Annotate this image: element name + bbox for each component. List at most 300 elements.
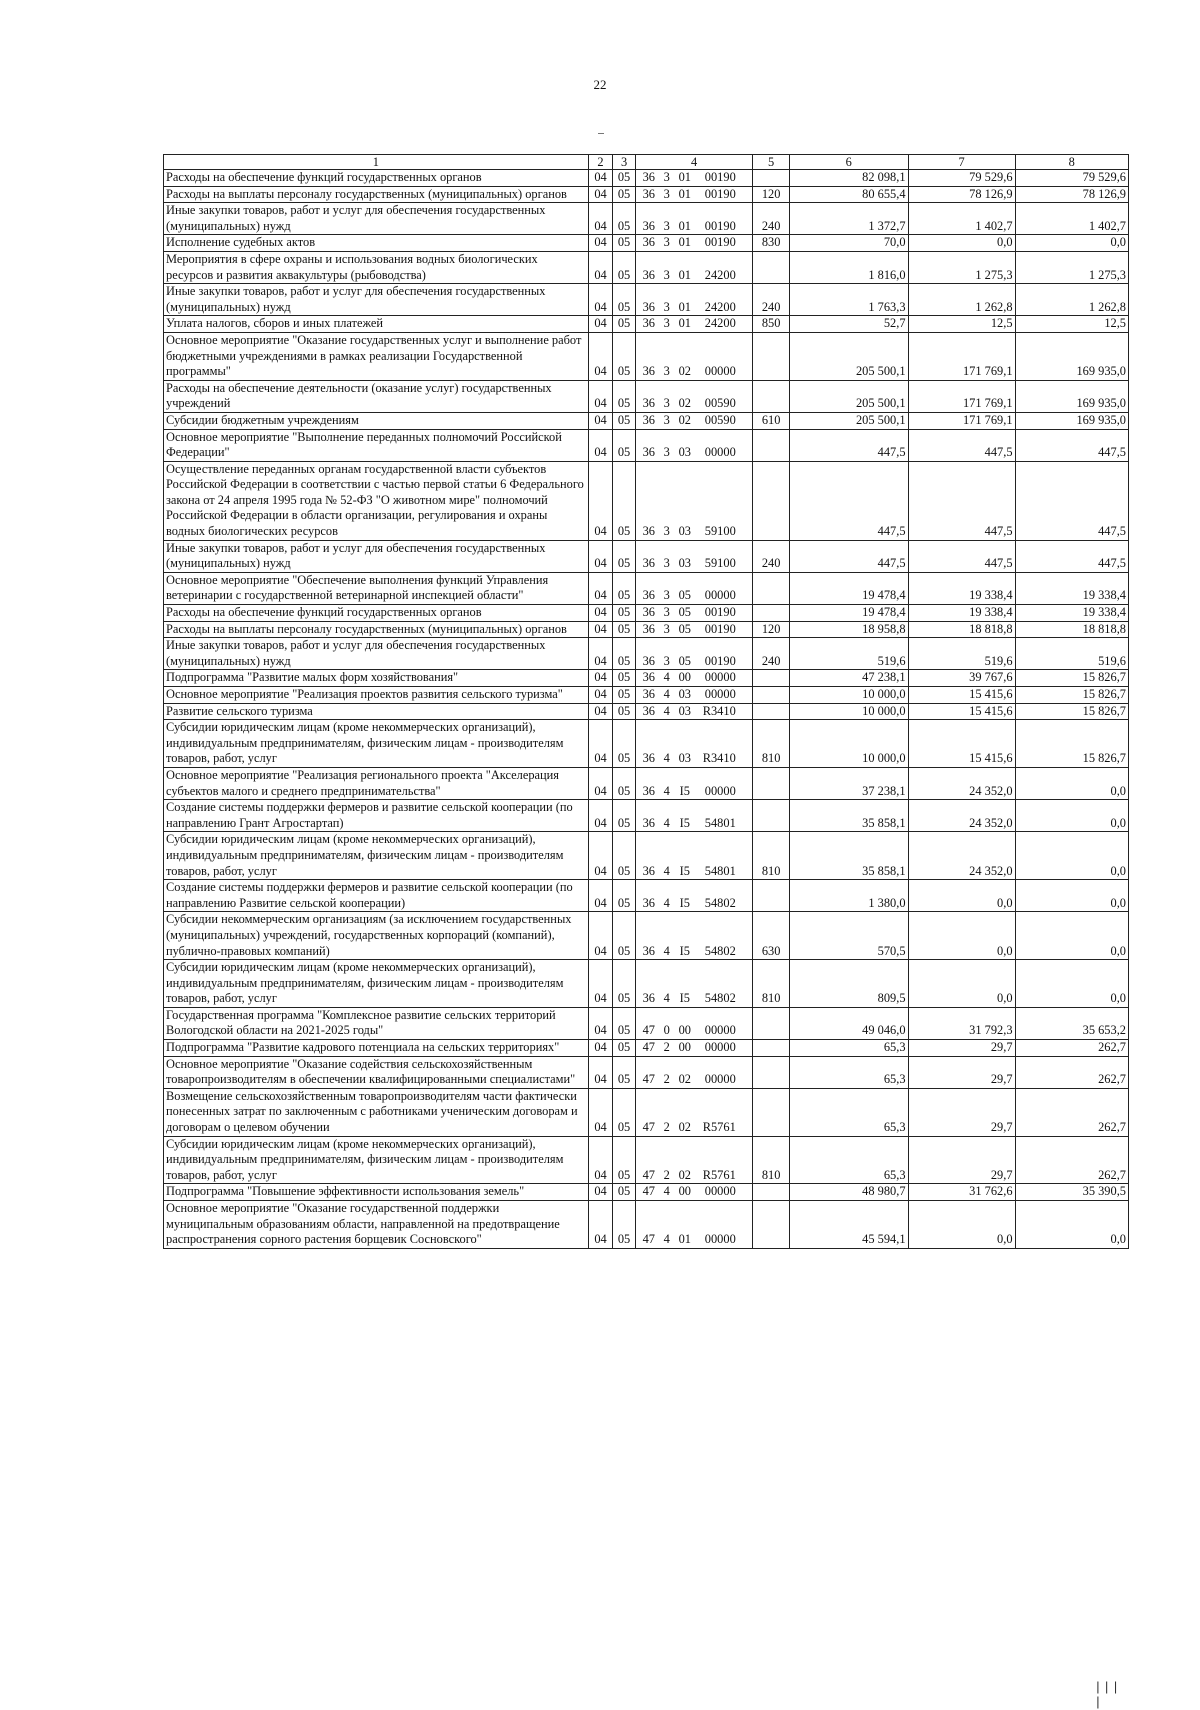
- amount-col-8: 15 826,7: [1015, 670, 1128, 687]
- row-name: Основное мероприятие "Оказание государственных услуг и выполнение работ бюджетными учреждениями в рамках реализации Государственной программы": [164, 332, 589, 380]
- event-code: I5: [679, 863, 690, 878]
- row-name: Основное мероприятие "Оказание государственной поддержки муниципальным образованиям области, направленной на предотвращение распространения сорного растения борщевик Сосновского": [164, 1201, 589, 1249]
- expense-type-code: [753, 767, 789, 799]
- table-row: [164, 687, 1129, 704]
- amount-col-6: 1 380,0: [789, 880, 908, 912]
- event-code: 01: [678, 235, 691, 250]
- target-article-code: [635, 203, 753, 235]
- program-code: 36: [642, 235, 655, 250]
- table-row: [164, 1201, 1129, 1249]
- amount-col-7: 0,0: [908, 235, 1015, 252]
- amount-col-7: 0,0: [908, 1201, 1015, 1249]
- direction-code: 00000: [704, 1232, 736, 1247]
- amount-col-6: 65,3: [789, 1088, 908, 1136]
- program-code: 36: [642, 267, 655, 282]
- amount-col-8: 1 275,3: [1015, 251, 1128, 283]
- subprogram-code: 2: [663, 1120, 670, 1135]
- amount-col-7: 0,0: [908, 960, 1015, 1008]
- subsection-code: 05: [613, 429, 635, 461]
- target-article-code: [635, 912, 753, 960]
- amount-col-6: 447,5: [789, 540, 908, 572]
- program-code: 36: [642, 703, 655, 718]
- amount-col-8: 0,0: [1015, 880, 1128, 912]
- amount-col-8: 169 935,0: [1015, 380, 1128, 412]
- subprogram-code: 4: [663, 783, 670, 798]
- row-name: Субсидии бюджетным учреждениям: [164, 412, 589, 429]
- amount-col-7: 447,5: [908, 461, 1015, 540]
- expense-type-code: [753, 429, 789, 461]
- page-number: 22: [593, 77, 607, 92]
- row-name: Субсидии юридическим лицам (кроме некоммерческих организаций), индивидуальным предпринимателям, физическим лицам - производителям товаров, работ, услуг: [164, 720, 589, 768]
- section-code: 04: [588, 1136, 613, 1184]
- row-name: Основное мероприятие "Обеспечение выполнения функций Управления ветеринарии с государственной ветеринарной инспекцией области": [164, 572, 589, 604]
- section-code: 04: [588, 540, 613, 572]
- subsection-code: 05: [613, 767, 635, 799]
- expense-type-code: [753, 380, 789, 412]
- program-code: 36: [642, 991, 655, 1006]
- direction-code: 00000: [704, 445, 736, 460]
- amount-col-8: 262,7: [1015, 1136, 1128, 1184]
- event-code: 00: [678, 1040, 691, 1055]
- target-article-code: [635, 316, 753, 333]
- table-row: [164, 186, 1129, 203]
- section-code: 04: [588, 1184, 613, 1201]
- table-row: [164, 316, 1129, 333]
- table-row: [164, 638, 1129, 670]
- subsection-code: 05: [613, 540, 635, 572]
- row-name: Развитие сельского туризма: [164, 703, 589, 720]
- subsection-code: 05: [613, 412, 635, 429]
- amount-col-8: 0,0: [1015, 800, 1128, 832]
- expense-type-code: [753, 605, 789, 622]
- section-code: 04: [588, 1040, 613, 1057]
- section-code: 04: [588, 687, 613, 704]
- subsection-code: 05: [613, 621, 635, 638]
- program-code: 36: [642, 670, 655, 685]
- program-code: 47: [642, 1120, 655, 1135]
- event-code: I5: [679, 991, 690, 1006]
- section-code: 04: [588, 1088, 613, 1136]
- direction-code: 54802: [704, 943, 736, 958]
- amount-col-8: 78 126,9: [1015, 186, 1128, 203]
- target-article-code: [635, 767, 753, 799]
- table-row: [164, 332, 1129, 380]
- event-code: 02: [678, 1120, 691, 1135]
- section-code: 04: [588, 621, 613, 638]
- event-code: 01: [678, 299, 691, 314]
- event-code: 02: [678, 1167, 691, 1182]
- target-article-code: [635, 1007, 753, 1039]
- amount-col-7: 519,6: [908, 638, 1015, 670]
- row-name: Расходы на обеспечение функций государственных органов: [164, 605, 589, 622]
- event-code: 01: [678, 170, 691, 184]
- row-name: Иные закупки товаров, работ и услуг для обеспечения государственных (муниципальных) нужд: [164, 284, 589, 316]
- table-row: [164, 380, 1129, 412]
- table-row: [164, 540, 1129, 572]
- expense-type-code: [753, 670, 789, 687]
- target-article-code: [635, 461, 753, 540]
- amount-col-6: 19 478,4: [789, 572, 908, 604]
- event-code: 00: [678, 1023, 691, 1038]
- program-code: 47: [642, 1167, 655, 1182]
- event-code: 03: [678, 556, 691, 571]
- row-name: Расходы на выплаты персоналу государственных (муниципальных) органов: [164, 621, 589, 638]
- subprogram-code: 3: [663, 396, 670, 411]
- program-code: 36: [642, 218, 655, 233]
- scan-marks: ||| |: [1094, 1680, 1200, 1710]
- event-code: 01: [678, 267, 691, 282]
- amount-col-6: 570,5: [789, 912, 908, 960]
- event-code: I5: [679, 783, 690, 798]
- table-row: [164, 412, 1129, 429]
- event-code: 03: [678, 687, 691, 701]
- program-code: 36: [642, 316, 655, 331]
- target-article-code: [635, 284, 753, 316]
- amount-col-6: 10 000,0: [789, 703, 908, 720]
- amount-col-7: 0,0: [908, 880, 1015, 912]
- direction-code: 54802: [704, 895, 736, 910]
- subsection-code: 05: [613, 605, 635, 622]
- expense-type-code: [753, 800, 789, 832]
- expense-type-code: 850: [753, 316, 789, 333]
- amount-col-6: 70,0: [789, 235, 908, 252]
- program-code: 36: [642, 170, 655, 184]
- amount-col-6: 1 372,7: [789, 203, 908, 235]
- direction-code: R3410: [702, 751, 736, 766]
- event-code: 03: [678, 524, 691, 539]
- table-row: [164, 621, 1129, 638]
- header-col-6: 6: [789, 155, 908, 170]
- row-name: Государственная программа "Комплексное развитие сельских территорий Вологодской области на 2021-2025 годы": [164, 1007, 589, 1039]
- direction-code: R5761: [702, 1120, 736, 1135]
- row-name: Основное мероприятие "Выполнение переданных полномочий Российской Федерации": [164, 429, 589, 461]
- row-name: Субсидии юридическим лицам (кроме некоммерческих организаций), индивидуальным предпринимателям, физическим лицам - производителям товаров, работ, услуг: [164, 960, 589, 1008]
- direction-code: 00190: [704, 235, 736, 250]
- direction-code: 00590: [704, 412, 736, 427]
- target-article-code: [635, 572, 753, 604]
- target-article-code: [635, 703, 753, 720]
- amount-col-8: 15 826,7: [1015, 687, 1128, 704]
- program-code: 36: [642, 186, 655, 201]
- amount-col-8: 447,5: [1015, 429, 1128, 461]
- section-code: 04: [588, 203, 613, 235]
- program-code: 36: [642, 524, 655, 539]
- subprogram-code: 4: [663, 815, 670, 830]
- subprogram-code: 3: [663, 445, 670, 460]
- subprogram-code: 3: [663, 653, 670, 668]
- amount-col-7: 24 352,0: [908, 800, 1015, 832]
- amount-col-7: 78 126,9: [908, 186, 1015, 203]
- header-col-3: 3: [613, 155, 635, 170]
- direction-code: 24200: [704, 299, 736, 314]
- amount-col-6: 447,5: [789, 461, 908, 540]
- row-name: Подпрограмма "Повышение эффективности использования земель": [164, 1184, 589, 1201]
- subsection-code: 05: [613, 1088, 635, 1136]
- program-code: 36: [642, 364, 655, 379]
- program-code: 36: [642, 653, 655, 668]
- expense-type-code: [753, 1056, 789, 1088]
- program-code: 36: [642, 783, 655, 798]
- expense-type-code: [753, 1088, 789, 1136]
- expense-type-code: [753, 1201, 789, 1249]
- expense-type-code: [753, 880, 789, 912]
- table-row: [164, 203, 1129, 235]
- section-code: 04: [588, 1201, 613, 1249]
- event-code: 00: [678, 670, 691, 685]
- row-name: Подпрограмма "Развитие малых форм хозяйствования": [164, 670, 589, 687]
- amount-col-8: 0,0: [1015, 767, 1128, 799]
- amount-col-7: 0,0: [908, 912, 1015, 960]
- direction-code: 00190: [704, 653, 736, 668]
- subprogram-code: 4: [663, 687, 670, 701]
- expense-type-code: [753, 1184, 789, 1201]
- header-col-4: 4: [635, 155, 753, 170]
- target-article-code: [635, 540, 753, 572]
- amount-col-6: 205 500,1: [789, 332, 908, 380]
- event-code: 03: [678, 703, 691, 718]
- direction-code: 00590: [704, 396, 736, 411]
- program-code: 36: [642, 815, 655, 830]
- row-name: Иные закупки товаров, работ и услуг для обеспечения государственных (муниципальных) нужд: [164, 540, 589, 572]
- table-row: [164, 1136, 1129, 1184]
- amount-col-7: 15 415,6: [908, 687, 1015, 704]
- subsection-code: 05: [613, 316, 635, 333]
- header-col-8: 8: [1015, 155, 1128, 170]
- subsection-code: 05: [613, 284, 635, 316]
- section-code: 04: [588, 251, 613, 283]
- amount-col-8: 19 338,4: [1015, 605, 1128, 622]
- direction-code: R5761: [702, 1167, 736, 1182]
- amount-col-7: 31 792,3: [908, 1007, 1015, 1039]
- event-code: 01: [678, 1232, 691, 1247]
- subprogram-code: 4: [663, 1232, 670, 1247]
- direction-code: 59100: [704, 556, 736, 571]
- expense-type-code: [753, 687, 789, 704]
- target-article-code: [635, 186, 753, 203]
- section-code: 04: [588, 1056, 613, 1088]
- amount-col-7: 24 352,0: [908, 832, 1015, 880]
- direction-code: 24200: [704, 316, 736, 331]
- direction-code: 00000: [704, 783, 736, 798]
- amount-col-7: 171 769,1: [908, 412, 1015, 429]
- amount-col-8: 35 390,5: [1015, 1184, 1128, 1201]
- expense-type-code: [753, 461, 789, 540]
- amount-col-7: 1 262,8: [908, 284, 1015, 316]
- target-article-code: [635, 170, 753, 187]
- amount-col-8: 15 826,7: [1015, 703, 1128, 720]
- expense-type-code: 630: [753, 912, 789, 960]
- event-code: 02: [678, 396, 691, 411]
- subsection-code: 05: [613, 670, 635, 687]
- amount-col-6: 65,3: [789, 1056, 908, 1088]
- subsection-code: 05: [613, 203, 635, 235]
- event-code: 01: [678, 186, 691, 201]
- event-code: 01: [678, 218, 691, 233]
- amount-col-6: 35 858,1: [789, 832, 908, 880]
- expense-type-code: 240: [753, 203, 789, 235]
- expense-type-code: [753, 332, 789, 380]
- direction-code: 00190: [704, 621, 736, 636]
- amount-col-8: 0,0: [1015, 960, 1128, 1008]
- subprogram-code: 0: [663, 1023, 670, 1038]
- program-code: 36: [642, 556, 655, 571]
- table-row: [164, 1040, 1129, 1057]
- amount-col-7: 24 352,0: [908, 767, 1015, 799]
- amount-col-8: 262,7: [1015, 1040, 1128, 1057]
- section-code: 04: [588, 332, 613, 380]
- table-row: [164, 461, 1129, 540]
- amount-col-6: 65,3: [789, 1136, 908, 1184]
- target-article-code: [635, 429, 753, 461]
- header-col-5: 5: [753, 155, 789, 170]
- expense-type-code: [753, 1007, 789, 1039]
- target-article-code: [635, 1056, 753, 1088]
- amount-col-6: 47 238,1: [789, 670, 908, 687]
- row-name: Создание системы поддержки фермеров и развитие сельской кооперации (по направлению Развитие сельской кооперации): [164, 880, 589, 912]
- section-code: 04: [588, 170, 613, 187]
- direction-code: 59100: [704, 524, 736, 539]
- subprogram-code: 2: [663, 1040, 670, 1055]
- subsection-code: 05: [613, 880, 635, 912]
- header-col-7: 7: [908, 155, 1015, 170]
- subsection-code: 05: [613, 380, 635, 412]
- amount-col-8: 0,0: [1015, 235, 1128, 252]
- amount-col-6: 18 958,8: [789, 621, 908, 638]
- section-code: 04: [588, 960, 613, 1008]
- section-code: 04: [588, 235, 613, 252]
- section-code: 04: [588, 572, 613, 604]
- expense-type-code: 240: [753, 540, 789, 572]
- target-article-code: [635, 1088, 753, 1136]
- amount-col-8: 447,5: [1015, 540, 1128, 572]
- row-name: Основное мероприятие "Реализация регионального проекта "Акселерация субъектов малого и среднего предпринимательства": [164, 767, 589, 799]
- event-code: 05: [678, 605, 691, 620]
- event-code: 05: [678, 621, 691, 636]
- amount-col-7: 15 415,6: [908, 720, 1015, 768]
- target-article-code: [635, 800, 753, 832]
- row-name: Расходы на выплаты персоналу государственных (муниципальных) органов: [164, 186, 589, 203]
- program-code: 36: [642, 621, 655, 636]
- amount-col-6: 35 858,1: [789, 800, 908, 832]
- row-name: Субсидии юридическим лицам (кроме некоммерческих организаций), индивидуальным предпринимателям, физическим лицам - производителям товаров, работ, услуг: [164, 1136, 589, 1184]
- direction-code: 54802: [704, 991, 736, 1006]
- amount-col-8: 447,5: [1015, 461, 1128, 540]
- subprogram-code: 4: [663, 1184, 670, 1199]
- expense-type-code: [753, 572, 789, 604]
- expense-type-code: 810: [753, 720, 789, 768]
- amount-col-7: 447,5: [908, 540, 1015, 572]
- amount-col-7: 171 769,1: [908, 380, 1015, 412]
- amount-col-7: 39 767,6: [908, 670, 1015, 687]
- subprogram-code: 3: [663, 218, 670, 233]
- section-code: 04: [588, 380, 613, 412]
- target-article-code: [635, 412, 753, 429]
- table-row: [164, 1056, 1129, 1088]
- amount-col-7: 29,7: [908, 1088, 1015, 1136]
- expense-type-code: 830: [753, 235, 789, 252]
- direction-code: 00000: [704, 1023, 736, 1038]
- event-code: 02: [678, 412, 691, 427]
- target-article-code: [635, 960, 753, 1008]
- direction-code: 00190: [704, 218, 736, 233]
- target-article-code: [635, 1136, 753, 1184]
- subsection-code: 05: [613, 1136, 635, 1184]
- amount-col-7: 18 818,8: [908, 621, 1015, 638]
- direction-code: 00000: [704, 588, 736, 603]
- table-row: [164, 880, 1129, 912]
- row-name: Субсидии некоммерческим организациям (за исключением государственных (муниципальных) учреждений, государственных корпораций (компаний), публично-правовых компаний): [164, 912, 589, 960]
- subsection-code: 05: [613, 251, 635, 283]
- subsection-code: 05: [613, 832, 635, 880]
- target-article-code: [635, 720, 753, 768]
- amount-col-8: 169 935,0: [1015, 332, 1128, 380]
- expense-type-code: [753, 1040, 789, 1057]
- subsection-code: 05: [613, 235, 635, 252]
- event-code: 00: [678, 1184, 691, 1199]
- subsection-code: 05: [613, 720, 635, 768]
- section-code: 04: [588, 767, 613, 799]
- section-code: 04: [588, 1007, 613, 1039]
- amount-col-7: 79 529,6: [908, 170, 1015, 187]
- direction-code: 00000: [704, 670, 736, 685]
- subsection-code: 05: [613, 703, 635, 720]
- amount-col-6: 45 594,1: [789, 1201, 908, 1249]
- budget-table: [163, 154, 1129, 1249]
- expense-type-code: [753, 251, 789, 283]
- section-code: 04: [588, 429, 613, 461]
- subsection-code: 05: [613, 912, 635, 960]
- table-row: [164, 1184, 1129, 1201]
- table-row: [164, 800, 1129, 832]
- subprogram-code: 3: [663, 621, 670, 636]
- subsection-code: 05: [613, 687, 635, 704]
- amount-col-6: 48 980,7: [789, 1184, 908, 1201]
- row-name: Осуществление переданных органам государственной власти субъектов Российской Федерации в соответствии с частью первой статьи 6 Федерального закона от 24 апреля 1995 года № 52-ФЗ "О животном мире" полномочий Российской Федерации в области организации, регулирования и охраны водных биологических ресурсов: [164, 461, 589, 540]
- subsection-code: 05: [613, 461, 635, 540]
- table-row: [164, 1088, 1129, 1136]
- header-tick-mark: [598, 133, 604, 134]
- amount-col-6: 809,5: [789, 960, 908, 1008]
- subprogram-code: 3: [663, 186, 670, 201]
- subprogram-code: 4: [663, 751, 670, 766]
- section-code: 04: [588, 800, 613, 832]
- table-row: [164, 1007, 1129, 1039]
- subprogram-code: 4: [663, 703, 670, 718]
- program-code: 36: [642, 396, 655, 411]
- subsection-code: 05: [613, 186, 635, 203]
- subprogram-code: 4: [663, 670, 670, 685]
- amount-col-7: 12,5: [908, 316, 1015, 333]
- direction-code: 54801: [704, 815, 736, 830]
- target-article-code: [635, 687, 753, 704]
- amount-col-7: 29,7: [908, 1136, 1015, 1184]
- section-code: 04: [588, 670, 613, 687]
- amount-col-8: 18 818,8: [1015, 621, 1128, 638]
- program-code: 47: [642, 1040, 655, 1055]
- section-code: 04: [588, 461, 613, 540]
- subprogram-code: 3: [663, 299, 670, 314]
- target-article-code: [635, 670, 753, 687]
- amount-col-8: 0,0: [1015, 832, 1128, 880]
- expense-type-code: 240: [753, 638, 789, 670]
- amount-col-6: 52,7: [789, 316, 908, 333]
- amount-col-6: 80 655,4: [789, 186, 908, 203]
- event-code: I5: [679, 895, 690, 910]
- event-code: 03: [678, 751, 691, 766]
- amount-col-6: 205 500,1: [789, 380, 908, 412]
- row-name: Основное мероприятие "Реализация проектов развития сельского туризма": [164, 687, 589, 704]
- subprogram-code: 3: [663, 316, 670, 331]
